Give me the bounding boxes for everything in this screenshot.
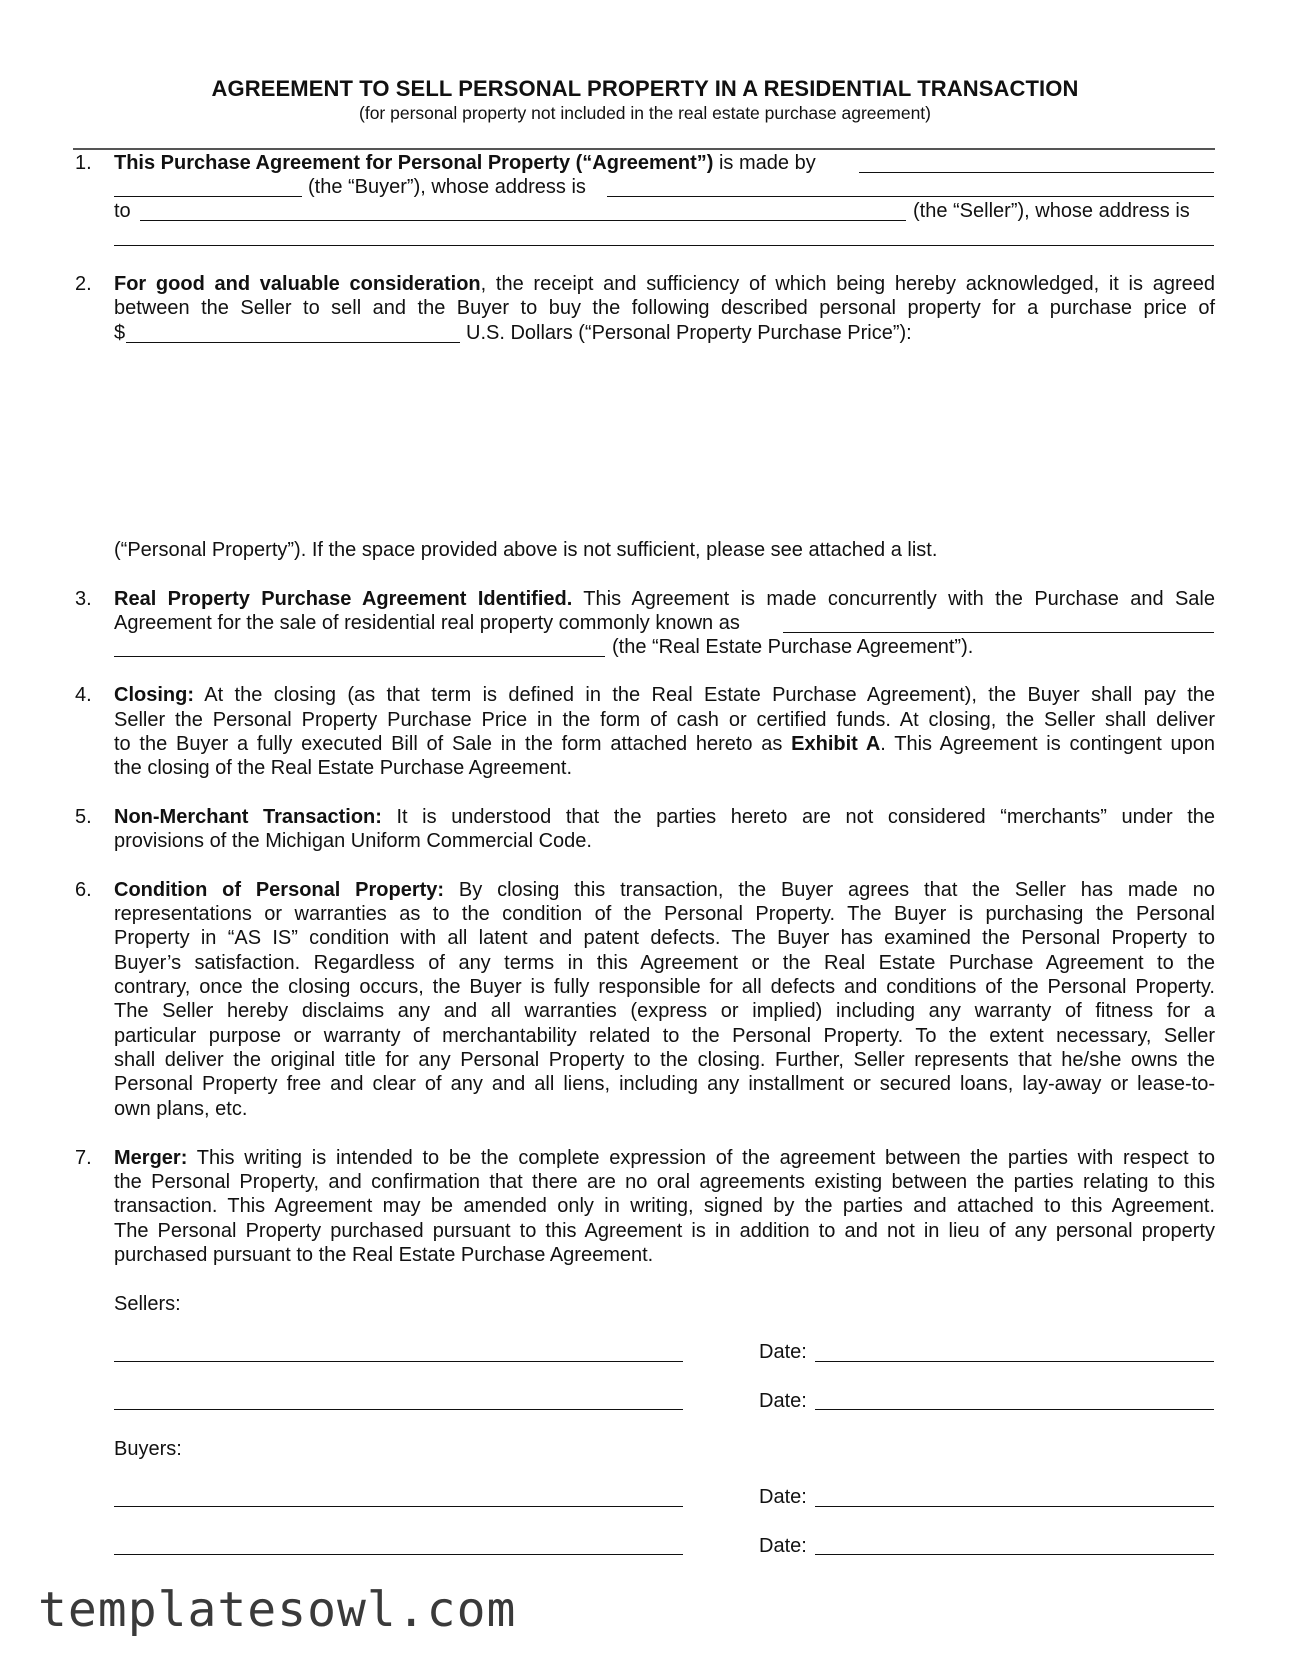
- section-1-number: 1.: [75, 152, 92, 174]
- personal-property-description-area[interactable]: [114, 352, 1214, 532]
- section-3-line-2: Agreement for the sale of residential real property commonly known as: [114, 612, 740, 634]
- section-6-line: particular purpose or warranty of merchantability related to the Personal Property. To the extent necessary, Seller: [114, 1025, 1215, 1047]
- section-2-text-1: , the receipt and sufficiency of which being hereby acknowledged, it is agreed: [480, 273, 1215, 295]
- date-label: Date:: [759, 1535, 807, 1557]
- section-7-line: purchased pursuant to the Real Estate Purchase Agreement.: [114, 1244, 654, 1266]
- section-6-line: own plans, etc.: [114, 1098, 248, 1120]
- section-2-line-1: [114, 272, 1215, 296]
- section-5-heading: Non-Merchant Transaction:: [114, 806, 382, 828]
- section-7-line: transaction. This Agreement may be amended only in writing, signed by the parties and attached to this Agreement.: [114, 1195, 1215, 1217]
- section-3-line-3: (the “Real Estate Purchase Agreement”).: [612, 636, 974, 658]
- seller-date-line-2[interactable]: [815, 1409, 1214, 1410]
- buyer-name-field[interactable]: [859, 172, 1214, 173]
- section-6-line: Property in “AS IS” condition with all latent and patent defects. The Buyer has examined the Personal Property to: [114, 927, 1215, 949]
- section-3-heading: Real Property Purchase Agreement Identified.: [114, 588, 573, 610]
- section-7-number: 7.: [75, 1147, 92, 1169]
- section-2-number: 2.: [75, 273, 92, 295]
- section-3-text-1: This Agreement is made concurrently with the Purchase and Sale: [572, 588, 1215, 610]
- seller-signature-line-2[interactable]: [114, 1409, 683, 1410]
- section-2-dollar: $: [114, 322, 126, 344]
- section-5-line-2: provisions of the Michigan Uniform Commercial Code.: [114, 830, 592, 852]
- section-4-text-3c: . This Agreement is contingent upon: [880, 733, 1215, 755]
- buyer-address-field[interactable]: [607, 196, 1214, 197]
- section-4-heading: Closing:: [114, 684, 194, 706]
- section-4-text-1: At the closing (as that term is defined in the Real Estate Purchase Agreement), the Buyer shall pay the: [194, 684, 1215, 706]
- property-address-field-cont[interactable]: [114, 656, 605, 657]
- date-label: Date:: [759, 1341, 807, 1363]
- date-label: Date:: [759, 1390, 807, 1412]
- seller-date-line-1[interactable]: [815, 1361, 1214, 1362]
- section-4-line-3: [114, 732, 1215, 756]
- header-rule: [73, 148, 1215, 150]
- seller-signature-line-1[interactable]: [114, 1361, 683, 1362]
- purchase-price-field[interactable]: [126, 342, 460, 343]
- exhibit-a-ref: Exhibit A: [791, 733, 881, 755]
- section-3-line-1: [114, 587, 1215, 611]
- section-6-text-1: By closing this transaction, the Buyer agrees that the Seller has made no: [444, 879, 1215, 901]
- section-5-text-1: It is understood that the parties hereto are not considered “merchants” under the: [381, 806, 1216, 828]
- seller-address-field[interactable]: [114, 245, 1214, 246]
- section-6-line: The Seller hereby disclaims any and all warranties (express or implied) including any warranty of fitness for a: [114, 1000, 1215, 1022]
- section-2-line-4: (“Personal Property”). If the space provided above is not sufficient, please see attached a list.: [114, 539, 938, 561]
- buyer-name-field-cont[interactable]: [114, 196, 302, 197]
- section-6-heading: Condition of Personal Property:: [114, 879, 445, 901]
- section-7-text-1: This writing is intended to be the complete expression of the agreement between the parties with respect to: [187, 1147, 1215, 1169]
- section-1-line-3: to: [114, 200, 131, 222]
- seller-name-field[interactable]: [140, 220, 906, 221]
- section-2-line-2: between the Seller to sell and the Buyer to buy the following described personal property for a purchase price of: [114, 297, 1215, 319]
- section-1-line-2: (the “Buyer”), whose address is: [308, 176, 586, 198]
- section-6-line: Buyer’s satisfaction. Regardless of any terms in this Agreement or the Real Estate Purchase Agreement to the: [114, 952, 1215, 974]
- section-1-line-3b: (the “Seller”), whose address is: [913, 200, 1190, 222]
- section-7-heading: Merger:: [114, 1147, 188, 1169]
- watermark: templatesowl.com: [38, 1582, 517, 1638]
- section-1-text-1: is made by: [713, 152, 816, 174]
- section-7-line: the Personal Property, and confirmation that there are no oral agreements existing between the parties relating to this: [114, 1171, 1215, 1193]
- section-7-line-1: [114, 1146, 1215, 1170]
- sellers-label: Sellers:: [114, 1293, 181, 1315]
- buyer-signature-line-1[interactable]: [114, 1506, 683, 1507]
- section-6-line: shall deliver the original title for any Personal Property to the closing. Further, Seller represents that he/she owns the: [114, 1049, 1215, 1071]
- section-4-text-3a: to the Buyer a fully executed Bill of Sale in the form attached hereto as: [114, 733, 792, 755]
- section-4-line-1: [114, 683, 1215, 707]
- section-4-line-2: Seller the Personal Property Purchase Price in the form of cash or certified funds. At closing, the Seller shall deliver: [114, 709, 1215, 731]
- property-address-field[interactable]: [783, 632, 1214, 633]
- buyer-signature-line-2[interactable]: [114, 1554, 683, 1555]
- section-6-line: representations or warranties as to the condition of the Personal Property. The Buyer is purchasing the Personal: [114, 903, 1215, 925]
- section-5-line-1: [114, 805, 1215, 829]
- section-6-line: Personal Property free and clear of any and all liens, including any installment or secured loans, lay-away or lease-to-: [114, 1073, 1215, 1095]
- section-1-line-1: [114, 151, 816, 175]
- section-5-number: 5.: [75, 806, 92, 828]
- section-1-heading: This Purchase Agreement for Personal Property (“Agreement”): [114, 152, 714, 174]
- section-4-number: 4.: [75, 684, 92, 706]
- section-2-heading: For good and valuable consideration: [114, 273, 481, 295]
- date-label: Date:: [759, 1486, 807, 1508]
- section-2-line-3: U.S. Dollars (“Personal Property Purchase Price”):: [466, 322, 912, 344]
- buyers-label: Buyers:: [114, 1438, 182, 1460]
- section-6-number: 6.: [75, 879, 92, 901]
- buyer-date-line-1[interactable]: [815, 1506, 1214, 1507]
- document-title: AGREEMENT TO SELL PERSONAL PROPERTY IN A RESIDENTIAL TRANSACTION: [211, 76, 1079, 101]
- section-4-line-4: the closing of the Real Estate Purchase Agreement.: [114, 757, 573, 779]
- section-6-line: contrary, once the closing occurs, the Buyer is fully responsible for all defects and conditions of the Personal Property.: [114, 976, 1215, 998]
- section-7-line: The Personal Property purchased pursuant to this Agreement is in addition to and not in lieu of any personal property: [114, 1220, 1215, 1242]
- document-subtitle: (for personal property not included in the real estate purchase agreement): [359, 103, 931, 123]
- buyer-date-line-2[interactable]: [815, 1554, 1214, 1555]
- section-6-line-1: [114, 878, 1215, 902]
- section-3-number: 3.: [75, 588, 92, 610]
